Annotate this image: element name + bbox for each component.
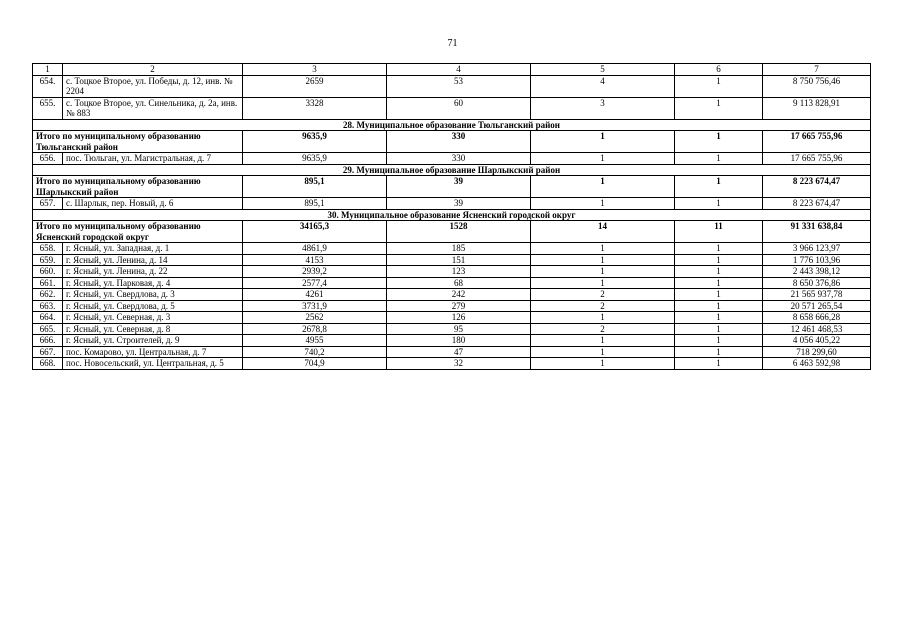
table-row bbox=[33, 312, 871, 324]
total-col5: 1 bbox=[531, 176, 675, 198]
col5-cell: 1 bbox=[531, 254, 675, 266]
col5-cell: 2 bbox=[531, 300, 675, 312]
row-number-cell: 665. bbox=[33, 323, 63, 335]
column-header: 2 bbox=[63, 64, 243, 76]
header-row bbox=[33, 64, 871, 76]
col5-cell: 1 bbox=[531, 153, 675, 165]
column-header: 6 bbox=[675, 64, 763, 76]
table-row bbox=[33, 266, 871, 278]
table-row bbox=[33, 97, 871, 119]
col7-cell: 12 461 468,53 bbox=[763, 323, 871, 335]
col7-cell: 3 966 123,97 bbox=[763, 243, 871, 255]
address-cell: г. Ясный, ул. Северная, д. 3 bbox=[63, 312, 243, 324]
col4-cell: 185 bbox=[387, 243, 531, 255]
address-cell: с. Шарлык, пер. Новый, д. 6 bbox=[63, 198, 243, 210]
row-number-cell: 661. bbox=[33, 277, 63, 289]
col7-cell: 9 113 828,91 bbox=[763, 97, 871, 119]
total-col4: 330 bbox=[387, 131, 531, 153]
total-label: Итого по муниципальному образованию Тюльганский район bbox=[33, 131, 243, 153]
total-row bbox=[33, 176, 871, 198]
col4-cell: 126 bbox=[387, 312, 531, 324]
col4-cell: 53 bbox=[387, 75, 531, 97]
section-title-row bbox=[33, 119, 871, 131]
total-col6: 11 bbox=[675, 221, 763, 243]
row-number-cell: 659. bbox=[33, 254, 63, 266]
col6-cell: 1 bbox=[675, 266, 763, 278]
col3-cell: 2577,4 bbox=[243, 277, 387, 289]
col4-cell: 279 bbox=[387, 300, 531, 312]
address-cell: с. Тоцкое Второе, ул. Синельника, д. 2а, инв. № 883 bbox=[63, 97, 243, 119]
col5-cell: 4 bbox=[531, 75, 675, 97]
col4-cell: 330 bbox=[387, 153, 531, 165]
table-row bbox=[33, 300, 871, 312]
col4-cell: 123 bbox=[387, 266, 531, 278]
total-col7: 17 665 755,96 bbox=[763, 131, 871, 153]
table-row bbox=[33, 75, 871, 97]
col4-cell: 180 bbox=[387, 335, 531, 347]
column-header: 7 bbox=[763, 64, 871, 76]
section-title: 30. Муниципальное образование Ясненский городской округ bbox=[33, 209, 871, 221]
col3-cell: 4955 bbox=[243, 335, 387, 347]
table-row bbox=[33, 358, 871, 370]
col7-cell: 8 223 674,47 bbox=[763, 198, 871, 210]
section-title-row bbox=[33, 209, 871, 221]
col5-cell: 3 bbox=[531, 97, 675, 119]
col6-cell: 1 bbox=[675, 312, 763, 324]
col5-cell: 1 bbox=[531, 243, 675, 255]
col4-cell: 68 bbox=[387, 277, 531, 289]
total-col4: 1528 bbox=[387, 221, 531, 243]
col3-cell: 704,9 bbox=[243, 358, 387, 370]
col3-cell: 2659 bbox=[243, 75, 387, 97]
row-number-cell: 657. bbox=[33, 198, 63, 210]
col6-cell: 1 bbox=[675, 243, 763, 255]
col3-cell: 2939,2 bbox=[243, 266, 387, 278]
col7-cell: 8 658 666,28 bbox=[763, 312, 871, 324]
col3-cell: 4261 bbox=[243, 289, 387, 301]
row-number-cell: 658. bbox=[33, 243, 63, 255]
col4-cell: 32 bbox=[387, 358, 531, 370]
table-row bbox=[33, 335, 871, 347]
section-title-row bbox=[33, 164, 871, 176]
col6-cell: 1 bbox=[675, 346, 763, 358]
col7-cell: 4 056 405,22 bbox=[763, 335, 871, 347]
col6-cell: 1 bbox=[675, 323, 763, 335]
page-number: 71 bbox=[447, 38, 458, 49]
row-number-cell: 656. bbox=[33, 153, 63, 165]
total-col5: 1 bbox=[531, 131, 675, 153]
col7-cell: 2 443 398,12 bbox=[763, 266, 871, 278]
row-number-cell: 668. bbox=[33, 358, 63, 370]
col5-cell: 1 bbox=[531, 346, 675, 358]
row-number-cell: 655. bbox=[33, 97, 63, 119]
table-row bbox=[33, 198, 871, 210]
address-cell: г. Ясный, ул. Ленина, д. 22 bbox=[63, 266, 243, 278]
table-row bbox=[33, 289, 871, 301]
col4-cell: 47 bbox=[387, 346, 531, 358]
col6-cell: 1 bbox=[675, 153, 763, 165]
table-row bbox=[33, 277, 871, 289]
row-number-cell: 660. bbox=[33, 266, 63, 278]
address-cell: пос. Новосельский, ул. Центральная, д. 5 bbox=[63, 358, 243, 370]
total-label: Итого по муниципальному образованию Ясненский городской округ bbox=[33, 221, 243, 243]
section-title: 29. Муниципальное образование Шарлыкский район bbox=[33, 164, 871, 176]
col6-cell: 1 bbox=[675, 254, 763, 266]
address-cell: г. Ясный, ул. Строителей, д. 9 bbox=[63, 335, 243, 347]
row-number-cell: 663. bbox=[33, 300, 63, 312]
table-row bbox=[33, 346, 871, 358]
row-number-cell: 664. bbox=[33, 312, 63, 324]
col7-cell: 20 571 265,54 bbox=[763, 300, 871, 312]
total-col7: 91 331 638,84 bbox=[763, 221, 871, 243]
col6-cell: 1 bbox=[675, 300, 763, 312]
col6-cell: 1 bbox=[675, 289, 763, 301]
section-title: 28. Муниципальное образование Тюльганский район bbox=[33, 119, 871, 131]
col6-cell: 1 bbox=[675, 358, 763, 370]
col4-cell: 151 bbox=[387, 254, 531, 266]
address-cell: г. Ясный, ул. Свердлова, д. 5 bbox=[63, 300, 243, 312]
table-row bbox=[33, 323, 871, 335]
row-number-cell: 654. bbox=[33, 75, 63, 97]
total-label: Итого по муниципальному образованию Шарлыкский район bbox=[33, 176, 243, 198]
address-cell: пос. Тюльган, ул. Магистральная, д. 7 bbox=[63, 153, 243, 165]
col4-cell: 60 bbox=[387, 97, 531, 119]
col3-cell: 4861,9 bbox=[243, 243, 387, 255]
col3-cell: 3328 bbox=[243, 97, 387, 119]
table-row bbox=[33, 153, 871, 165]
col3-cell: 740,2 bbox=[243, 346, 387, 358]
housing-register-table bbox=[32, 63, 871, 370]
col3-cell: 3731,9 bbox=[243, 300, 387, 312]
col3-cell: 4153 bbox=[243, 254, 387, 266]
table-row bbox=[33, 243, 871, 255]
col5-cell: 1 bbox=[531, 358, 675, 370]
col5-cell: 2 bbox=[531, 289, 675, 301]
total-col3: 9635,9 bbox=[243, 131, 387, 153]
col7-cell: 21 565 937,78 bbox=[763, 289, 871, 301]
col7-cell: 8 750 756,46 bbox=[763, 75, 871, 97]
total-col5: 14 bbox=[531, 221, 675, 243]
col5-cell: 1 bbox=[531, 266, 675, 278]
col7-cell: 718 299,60 bbox=[763, 346, 871, 358]
col6-cell: 1 bbox=[675, 198, 763, 210]
address-cell: пос. Комарово, ул. Центральная, д. 7 bbox=[63, 346, 243, 358]
total-col6: 1 bbox=[675, 131, 763, 153]
address-cell: г. Ясный, ул. Свердлова, д. 3 bbox=[63, 289, 243, 301]
col3-cell: 895,1 bbox=[243, 198, 387, 210]
col7-cell: 6 463 592,98 bbox=[763, 358, 871, 370]
col6-cell: 1 bbox=[675, 277, 763, 289]
address-cell: г. Ясный, ул. Северная, д. 8 bbox=[63, 323, 243, 335]
address-cell: г. Ясный, ул. Западная, д. 1 bbox=[63, 243, 243, 255]
column-header: 3 bbox=[243, 64, 387, 76]
total-col3: 895,1 bbox=[243, 176, 387, 198]
column-header: 1 bbox=[33, 64, 63, 76]
table-row bbox=[33, 254, 871, 266]
col6-cell: 1 bbox=[675, 97, 763, 119]
total-col4: 39 bbox=[387, 176, 531, 198]
total-col7: 8 223 674,47 bbox=[763, 176, 871, 198]
total-col6: 1 bbox=[675, 176, 763, 198]
address-cell: с. Тоцкое Второе, ул. Победы, д. 12, инв. № 2204 bbox=[63, 75, 243, 97]
row-number-cell: 667. bbox=[33, 346, 63, 358]
col5-cell: 2 bbox=[531, 323, 675, 335]
col6-cell: 1 bbox=[675, 335, 763, 347]
column-header: 4 bbox=[387, 64, 531, 76]
col3-cell: 9635,9 bbox=[243, 153, 387, 165]
col4-cell: 39 bbox=[387, 198, 531, 210]
total-row bbox=[33, 221, 871, 243]
total-row bbox=[33, 131, 871, 153]
col4-cell: 242 bbox=[387, 289, 531, 301]
address-cell: г. Ясный, ул. Ленина, д. 14 bbox=[63, 254, 243, 266]
col4-cell: 95 bbox=[387, 323, 531, 335]
address-cell: г. Ясный, ул. Парковая, д. 4 bbox=[63, 277, 243, 289]
col7-cell: 8 650 376,86 bbox=[763, 277, 871, 289]
col3-cell: 2562 bbox=[243, 312, 387, 324]
col3-cell: 2678,8 bbox=[243, 323, 387, 335]
col5-cell: 1 bbox=[531, 335, 675, 347]
row-number-cell: 666. bbox=[33, 335, 63, 347]
col6-cell: 1 bbox=[675, 75, 763, 97]
col7-cell: 1 776 103,96 bbox=[763, 254, 871, 266]
col5-cell: 1 bbox=[531, 277, 675, 289]
col5-cell: 1 bbox=[531, 198, 675, 210]
column-header: 5 bbox=[531, 64, 675, 76]
row-number-cell: 662. bbox=[33, 289, 63, 301]
col5-cell: 1 bbox=[531, 312, 675, 324]
col7-cell: 17 665 755,96 bbox=[763, 153, 871, 165]
total-col3: 34165,3 bbox=[243, 221, 387, 243]
